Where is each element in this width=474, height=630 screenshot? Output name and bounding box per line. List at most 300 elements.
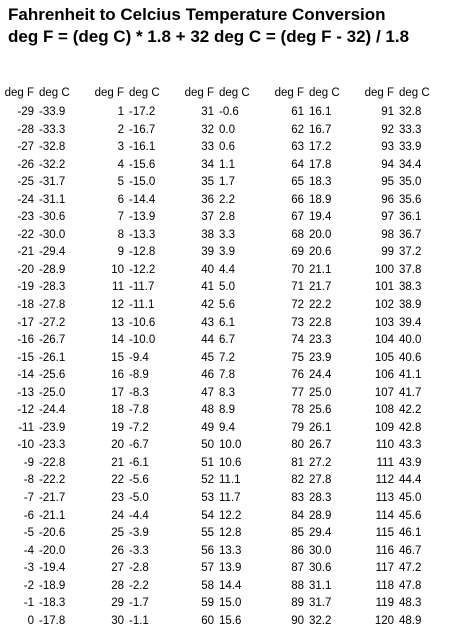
fahrenheit-value: 58: [201, 579, 214, 592]
celsius-value: -17.8: [39, 614, 66, 627]
celsius-value: 43.3: [399, 439, 422, 452]
fahrenheit-value: 119: [375, 597, 394, 610]
table-row: [278, 192, 368, 210]
table-row: [98, 279, 188, 297]
table-row: [188, 297, 278, 315]
conversion-tables: [0, 82, 474, 627]
celsius-value: 22.8: [309, 316, 332, 329]
celsius-value: -26.7: [39, 334, 66, 347]
fahrenheit-value: 6: [117, 193, 124, 206]
celsius-value: 6.7: [219, 334, 235, 347]
fahrenheit-value: 0: [27, 614, 34, 627]
table-row: [278, 402, 368, 420]
table-row: [368, 174, 458, 192]
fahrenheit-value: 33: [201, 141, 214, 154]
table-row: [98, 332, 188, 350]
celsius-value: 9.4: [219, 421, 235, 434]
fahrenheit-value: 120: [374, 614, 394, 627]
celsius-value: -28.9: [39, 263, 66, 276]
fahrenheit-value: 56: [201, 544, 214, 557]
fahrenheit-value: -17: [17, 316, 34, 329]
celsius-value: -10.0: [129, 334, 156, 347]
celsius-value: 48.3: [399, 597, 422, 610]
table-row: [98, 560, 188, 578]
celsius-value: 43.9: [399, 456, 422, 469]
table-row: [278, 104, 368, 122]
fahrenheit-value: 89: [291, 597, 304, 610]
celsius-value: -0.6: [219, 106, 239, 118]
fahrenheit-value: 28: [111, 579, 124, 592]
fahrenheit-value: 94: [381, 158, 394, 171]
fahrenheit-value: 100: [374, 263, 394, 276]
fahrenheit-value: 86: [291, 544, 304, 557]
celsius-value: 27.8: [309, 474, 332, 487]
fahrenheit-value: -8: [23, 474, 34, 487]
celsius-value: 19.4: [309, 211, 332, 224]
table-row: [188, 139, 278, 157]
table-row: [368, 227, 458, 245]
celsius-value: 35.6: [399, 193, 422, 206]
celsius-value: 40.6: [399, 351, 422, 364]
fahrenheit-value: 19: [111, 421, 124, 434]
table-row: [98, 525, 188, 543]
fahrenheit-value: 69: [291, 246, 304, 259]
fahrenheit-value: 42: [201, 299, 214, 312]
fahrenheit-value: 110: [375, 439, 394, 452]
celsius-value: -22.8: [39, 456, 66, 469]
table-row: [98, 385, 188, 403]
celsius-value: 46.1: [399, 527, 422, 540]
fahrenheit-value: 92: [381, 123, 394, 136]
celsius-value: 13.3: [219, 544, 242, 557]
header-deg-f: deg F: [364, 87, 394, 99]
celsius-value: 27.2: [309, 456, 332, 469]
header-deg-c: deg C: [219, 87, 250, 99]
table-row: [368, 209, 458, 227]
fahrenheit-value: 71: [291, 281, 304, 294]
fahrenheit-value: 84: [291, 509, 304, 522]
fahrenheit-value: 104: [374, 334, 394, 347]
table-row: [278, 332, 368, 350]
table-row: [98, 174, 188, 192]
celsius-value: 41.1: [399, 369, 422, 382]
fahrenheit-value: 78: [291, 404, 304, 417]
celsius-value: -8.3: [129, 386, 149, 399]
fahrenheit-value: 102: [374, 299, 394, 312]
table-row: [278, 209, 368, 227]
table-row: [8, 455, 98, 473]
celsius-value: 16.1: [309, 106, 332, 118]
celsius-value: 30.6: [309, 562, 332, 575]
table-row: [368, 402, 458, 420]
celsius-value: -12.2: [129, 263, 156, 276]
fahrenheit-value: 37: [201, 211, 214, 224]
table-row: [98, 595, 188, 613]
celsius-value: -30.0: [39, 228, 66, 241]
celsius-value: 45.6: [399, 509, 422, 522]
fahrenheit-value: 63: [291, 141, 304, 154]
table-row: [98, 157, 188, 175]
celsius-value: 23.9: [309, 351, 332, 364]
table-row: [98, 122, 188, 140]
celsius-value: -2.2: [129, 579, 149, 592]
table-row: [368, 192, 458, 210]
fahrenheit-value: -7: [23, 492, 34, 505]
table-row: [278, 367, 368, 385]
celsius-value: 16.7: [309, 123, 332, 136]
fahrenheit-value: 4: [117, 158, 124, 171]
table-row: [368, 472, 458, 490]
table-row: [98, 104, 188, 122]
table-row: [368, 595, 458, 613]
celsius-value: -6.7: [129, 439, 149, 452]
celsius-value: -16.1: [129, 141, 156, 154]
celsius-value: 20.6: [309, 246, 332, 259]
table-row: [188, 315, 278, 333]
table-row: [278, 139, 368, 157]
celsius-value: 10.0: [219, 439, 242, 452]
table-row: [278, 385, 368, 403]
fahrenheit-value: 38: [201, 228, 214, 241]
fahrenheit-value: 17: [111, 386, 124, 399]
celsius-value: 1.1: [219, 158, 235, 171]
celsius-value: 17.8: [309, 158, 332, 171]
header-deg-c: deg C: [309, 87, 340, 99]
table-row: [188, 157, 278, 175]
table-row: [188, 367, 278, 385]
table-row: [8, 578, 98, 596]
fahrenheit-value: 57: [201, 562, 214, 575]
table-row: [278, 455, 368, 473]
table-row: [98, 508, 188, 526]
fahrenheit-value: 113: [375, 492, 394, 505]
fahrenheit-value: 114: [375, 509, 394, 522]
fahrenheit-value: 73: [291, 316, 304, 329]
fahrenheit-value: 29: [111, 597, 124, 610]
table-row: [8, 350, 98, 368]
celsius-value: 18.9: [309, 193, 332, 206]
title-block: [8, 4, 409, 48]
celsius-value: 15.6: [219, 614, 242, 627]
fahrenheit-value: 72: [291, 299, 304, 312]
table-row: [8, 508, 98, 526]
table-row: [8, 297, 98, 315]
celsius-value: -32.8: [39, 141, 66, 154]
celsius-value: -1.7: [129, 597, 149, 610]
table-row: [8, 613, 98, 630]
fahrenheit-value: 55: [201, 527, 214, 540]
celsius-value: 24.4: [309, 369, 332, 382]
fahrenheit-value: 2: [117, 123, 124, 136]
table-row: [98, 315, 188, 333]
fahrenheit-value: 31: [201, 106, 214, 118]
celsius-value: -6.1: [129, 456, 149, 469]
table-row: [98, 262, 188, 280]
table-row: [188, 174, 278, 192]
fahrenheit-value: 85: [291, 527, 304, 540]
table-row: [98, 244, 188, 262]
fahrenheit-value: 27: [111, 562, 124, 575]
fahrenheit-value: 43: [201, 316, 214, 329]
table-row: [278, 508, 368, 526]
fahrenheit-value: -4: [23, 544, 34, 557]
fahrenheit-value: 9: [117, 246, 124, 259]
table-row: [278, 350, 368, 368]
header-deg-f: deg F: [184, 87, 214, 99]
table-row: [98, 420, 188, 438]
header-deg-c: deg C: [39, 87, 70, 99]
table-row: [368, 315, 458, 333]
celsius-value: 38.9: [399, 299, 422, 312]
celsius-value: -14.4: [129, 193, 156, 206]
table-row: [278, 279, 368, 297]
table-row: [278, 227, 368, 245]
fahrenheit-value: 108: [374, 404, 394, 417]
table-row: [188, 490, 278, 508]
celsius-value: -32.2: [39, 158, 66, 171]
celsius-value: 37.2: [399, 246, 422, 259]
table-row: [98, 472, 188, 490]
table-row: [188, 508, 278, 526]
celsius-value: 42.2: [399, 404, 422, 417]
fahrenheit-value: 1: [117, 106, 124, 118]
celsius-value: 46.7: [399, 544, 422, 557]
fahrenheit-value: 46: [201, 369, 214, 382]
table-row: [188, 472, 278, 490]
table-row: [278, 595, 368, 613]
table-row: [8, 122, 98, 140]
celsius-value: -31.7: [39, 176, 66, 189]
celsius-value: 11.1: [219, 474, 241, 487]
fahrenheit-value: -15: [17, 351, 34, 364]
fahrenheit-value: 23: [111, 492, 124, 505]
table-row: [188, 122, 278, 140]
celsius-value: -21.1: [39, 509, 66, 522]
table-row: [278, 122, 368, 140]
fahrenheit-value: -11: [18, 421, 34, 434]
fahrenheit-value: 68: [291, 228, 304, 241]
table-row: [278, 525, 368, 543]
celsius-value: 17.2: [309, 141, 332, 154]
table-row: [188, 613, 278, 630]
fahrenheit-value: 21: [111, 456, 124, 469]
celsius-value: -9.4: [129, 351, 149, 364]
fahrenheit-value: 20: [111, 439, 124, 452]
celsius-value: -4.4: [129, 509, 149, 522]
fahrenheit-value: 39: [201, 246, 214, 259]
table-row: [98, 490, 188, 508]
celsius-value: 40.0: [399, 334, 422, 347]
table-row: [188, 543, 278, 561]
celsius-value: 7.2: [219, 351, 235, 364]
celsius-value: 45.0: [399, 492, 422, 505]
fahrenheit-value: 70: [291, 263, 304, 276]
table-row: [98, 578, 188, 596]
table-row: [368, 157, 458, 175]
fahrenheit-value: 34: [201, 158, 214, 171]
conversion-column-5: [364, 82, 458, 630]
fahrenheit-value: 50: [201, 439, 214, 452]
celsius-value: 0.6: [219, 141, 235, 154]
celsius-value: 32.8: [399, 106, 422, 118]
fahrenheit-value: 64: [291, 158, 304, 171]
fahrenheit-value: -3: [23, 562, 34, 575]
fahrenheit-value: 30: [111, 614, 124, 627]
fahrenheit-value: 76: [291, 369, 304, 382]
table-row: [8, 209, 98, 227]
table-row: [368, 367, 458, 385]
table-row: [368, 279, 458, 297]
celsius-value: 31.1: [309, 579, 332, 592]
celsius-value: 2.8: [219, 211, 235, 224]
table-row: [98, 455, 188, 473]
table-row: [368, 455, 458, 473]
fahrenheit-value: 8: [117, 228, 124, 241]
celsius-value: -17.2: [129, 106, 156, 118]
table-row: [98, 367, 188, 385]
fahrenheit-value: -9: [23, 456, 34, 469]
table-row: [98, 297, 188, 315]
fahrenheit-value: -23: [17, 211, 34, 224]
celsius-value: 42.8: [399, 421, 422, 434]
celsius-value: 6.1: [219, 316, 235, 329]
table-row: [8, 490, 98, 508]
formula-line: deg F = (deg C) * 1.8 + 32 deg C = (deg F - 32) / 1.8: [8, 27, 410, 46]
table-row: [98, 613, 188, 630]
table-row: [278, 560, 368, 578]
celsius-value: 21.1: [309, 263, 332, 276]
fahrenheit-value: -29: [17, 106, 34, 118]
fahrenheit-value: 32: [201, 123, 214, 136]
fahrenheit-value: -24: [17, 193, 34, 206]
celsius-value: -3.3: [129, 544, 149, 557]
fahrenheit-value: 59: [201, 597, 214, 610]
fahrenheit-value: 48: [201, 404, 214, 417]
fahrenheit-value: 51: [201, 456, 214, 469]
fahrenheit-value: 97: [381, 211, 394, 224]
celsius-value: 2.2: [219, 193, 235, 206]
fahrenheit-value: 25: [111, 527, 124, 540]
celsius-value: 23.3: [309, 334, 332, 347]
fahrenheit-value: -2: [23, 579, 34, 592]
table-row: [8, 332, 98, 350]
celsius-value: -5.0: [129, 492, 149, 505]
table-row: [278, 437, 368, 455]
celsius-value: -18.9: [39, 579, 66, 592]
celsius-value: -3.9: [129, 527, 149, 540]
table-row: [368, 244, 458, 262]
fahrenheit-value: 49: [201, 421, 214, 434]
celsius-value: 41.7: [399, 386, 422, 399]
table-row: [368, 525, 458, 543]
table-row: [98, 437, 188, 455]
fahrenheit-value: 47: [201, 386, 214, 399]
table-row: [368, 122, 458, 140]
fahrenheit-value: 5: [117, 176, 124, 189]
celsius-value: -12.8: [129, 246, 156, 259]
fahrenheit-value: 44: [201, 334, 214, 347]
table-row: [188, 402, 278, 420]
celsius-value: -22.2: [39, 474, 66, 487]
fahrenheit-value: 106: [374, 369, 394, 382]
celsius-value: 5.0: [219, 281, 235, 294]
fahrenheit-value: 22: [111, 474, 124, 487]
table-row: [188, 262, 278, 280]
table-row: [368, 262, 458, 280]
header-deg-f: deg F: [274, 87, 304, 99]
fahrenheit-value: -14: [17, 369, 34, 382]
fahrenheit-value: 40: [201, 263, 214, 276]
table-row: [278, 578, 368, 596]
table-row: [368, 490, 458, 508]
table-row: [98, 543, 188, 561]
table-row: [188, 560, 278, 578]
fahrenheit-value: 95: [381, 176, 394, 189]
celsius-value: 20.0: [309, 228, 332, 241]
table-row: [8, 192, 98, 210]
fahrenheit-value: 35: [201, 176, 214, 189]
table-row: [278, 543, 368, 561]
table-row: [368, 560, 458, 578]
fahrenheit-value: 93: [381, 141, 394, 154]
fahrenheit-value: -18: [17, 299, 34, 312]
table-row: [368, 350, 458, 368]
conversion-column-2: [94, 82, 188, 630]
fahrenheit-value: 52: [201, 474, 214, 487]
fahrenheit-value: 16: [111, 369, 124, 382]
celsius-value: 8.9: [219, 404, 235, 417]
table-row: [8, 472, 98, 490]
celsius-value: -20.6: [39, 527, 66, 540]
celsius-value: -26.1: [39, 351, 66, 364]
fahrenheit-value: 60: [201, 614, 214, 627]
celsius-value: 33.9: [399, 141, 422, 154]
header-deg-f: deg F: [94, 87, 124, 99]
table-row: [368, 437, 458, 455]
fahrenheit-value: 88: [291, 579, 304, 592]
table-row: [8, 525, 98, 543]
fahrenheit-value: 101: [374, 281, 394, 294]
fahrenheit-value: -16: [17, 334, 34, 347]
fahrenheit-value: 61: [291, 106, 304, 118]
fahrenheit-value: 79: [291, 421, 304, 434]
fahrenheit-value: -20: [17, 263, 34, 276]
fahrenheit-value: -28: [17, 123, 34, 136]
celsius-value: 33.3: [399, 123, 422, 136]
table-row: [278, 174, 368, 192]
celsius-value: -7.8: [129, 404, 149, 417]
fahrenheit-value: 116: [375, 544, 394, 557]
table-row: [188, 192, 278, 210]
celsius-value: -23.9: [39, 421, 66, 434]
table-row: [278, 613, 368, 630]
table-row: [278, 315, 368, 333]
table-row: [368, 508, 458, 526]
celsius-value: 26.1: [309, 421, 332, 434]
table-row: [368, 385, 458, 403]
celsius-value: -27.8: [39, 299, 66, 312]
table-row: [278, 472, 368, 490]
table-row: [278, 157, 368, 175]
celsius-value: -19.4: [39, 562, 66, 575]
fahrenheit-value: -22: [17, 228, 34, 241]
celsius-value: -33.3: [39, 123, 66, 136]
celsius-value: -31.1: [39, 193, 66, 206]
fahrenheit-value: 10: [111, 263, 124, 276]
table-row: [188, 350, 278, 368]
table-row: [368, 543, 458, 561]
table-row: [98, 350, 188, 368]
